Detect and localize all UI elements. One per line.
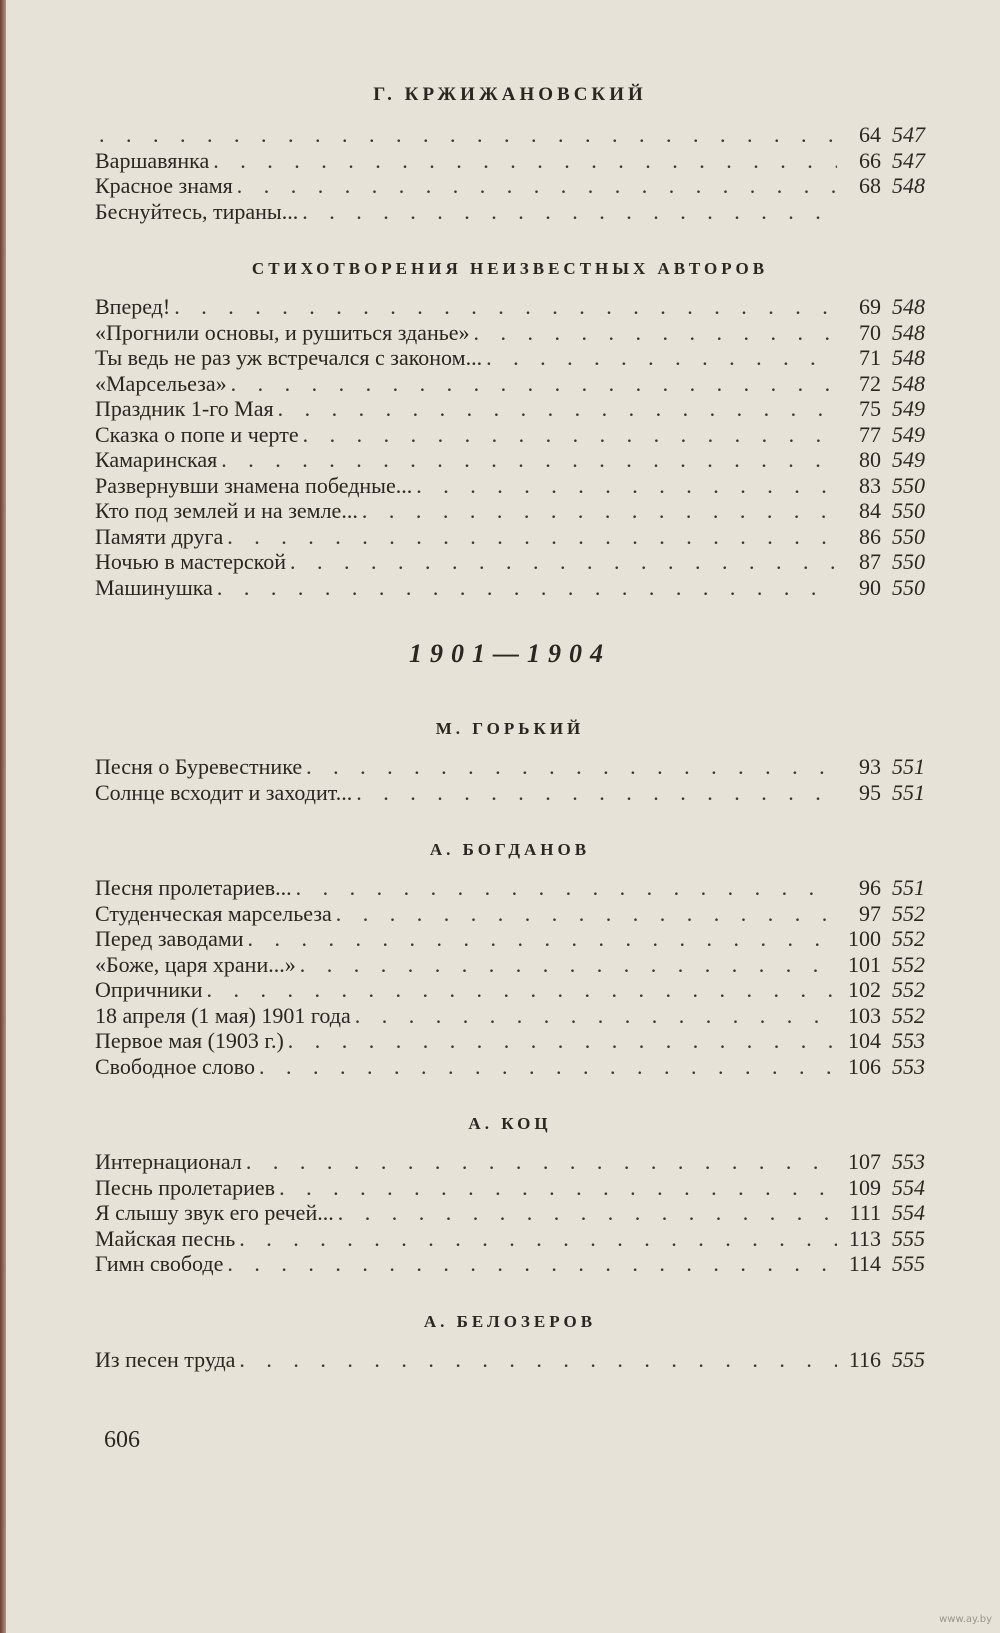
entry-page: 111 (849, 1200, 881, 1225)
leader-dots (296, 875, 837, 901)
toc-entry (95, 1028, 925, 1054)
toc-entry (95, 1251, 925, 1277)
leader-dots (217, 575, 837, 601)
entry-page: 71 (859, 345, 881, 370)
entry-title: «Марсельеза» (95, 370, 227, 396)
toc-entry (95, 754, 925, 780)
entry-title: Солнце всходит и заходит... (95, 779, 353, 805)
leader-dots (259, 1054, 837, 1080)
entry-title: Кто под землей и на земле... (95, 498, 358, 523)
entry-page: 103 (848, 1002, 881, 1028)
entry-title: Беснуйтесь, тираны... (95, 198, 299, 224)
leader-dots (288, 1028, 837, 1054)
leader-dots (474, 320, 837, 346)
leader-dots (246, 1149, 837, 1175)
toc-group (95, 254, 925, 600)
author-heading: М. ГОРЬКИЙ (435, 719, 585, 738)
entry-note-page: 553 (892, 1028, 925, 1053)
toc-entry (95, 148, 925, 174)
entry-page: 64 (859, 122, 881, 147)
entry-note-page: 552 (892, 951, 925, 977)
entry-page: 101 (848, 951, 881, 977)
entry-title: Ты ведь не раз уж встречался с законом... (95, 345, 483, 370)
leader-dots (227, 1251, 837, 1277)
entry-title: Песня о Буревестнике (95, 754, 303, 779)
leader-dots (99, 122, 837, 148)
toc-entry (95, 1175, 925, 1201)
entry-note-page: 547 (892, 122, 925, 147)
entry-note-page: 550 (892, 549, 925, 574)
toc-group (95, 1109, 925, 1277)
entry-title: Майская песнь (95, 1225, 236, 1251)
entry-title: Развернувши знамена победные... (95, 472, 413, 498)
entry-note-page: 555 (892, 1225, 925, 1251)
entry-page: 100 (848, 926, 881, 951)
entry-title: Ночью в мастерской (95, 549, 287, 574)
leader-dots (486, 345, 837, 371)
entry-note-page: 548 (892, 370, 925, 396)
toc-entry (95, 447, 925, 473)
leader-dots (221, 447, 837, 473)
leader-dots (306, 754, 837, 780)
toc-entry (95, 901, 925, 927)
toc-entry (95, 875, 925, 901)
leader-dots (356, 780, 837, 806)
toc-entry (95, 371, 925, 397)
toc-entry (95, 473, 925, 499)
table-of-contents (95, 80, 925, 1402)
entry-title: Вперед! (95, 294, 171, 319)
entry-page: 86 (859, 523, 881, 549)
entry-title: Варшавянка (95, 147, 210, 173)
entry-page: 93 (859, 754, 881, 779)
entry-page: 109 (848, 1174, 881, 1200)
watermark: www.ay.by (939, 1614, 992, 1625)
entry-page: 106 (848, 1053, 881, 1079)
entry-page: 84 (859, 498, 881, 523)
author-heading: А. БЕЛОЗЕРОВ (423, 1311, 597, 1331)
entry-title: Гимн свободе (95, 1251, 224, 1276)
toc-entry (95, 345, 925, 371)
entry-note-page: 555 (892, 1346, 925, 1372)
entry-page: 72 (859, 370, 881, 396)
entry-page: 80 (859, 447, 881, 472)
author-heading: А. КОЦ (468, 1114, 552, 1133)
entry-note-page: 553 (892, 1149, 925, 1174)
leader-dots (207, 977, 837, 1003)
entry-note-page: 550 (892, 498, 925, 523)
entry-note-page: 547 (892, 147, 925, 173)
entry-page: 83 (859, 472, 881, 498)
entry-note-page: 550 (892, 472, 925, 498)
entry-title: Камаринская (95, 447, 218, 472)
entry-page: 107 (848, 1149, 881, 1174)
leader-dots (231, 371, 837, 397)
leader-dots (302, 199, 837, 225)
toc-entry (95, 294, 925, 320)
entry-page: 104 (848, 1028, 881, 1053)
entry-note-page: 548 (892, 319, 925, 345)
entry-note-page: 555 (892, 1251, 925, 1276)
entry-title: Красное знамя (95, 173, 233, 198)
toc-entry (95, 1149, 925, 1175)
entry-page: 113 (848, 1225, 881, 1251)
entry-note-page: 552 (892, 900, 925, 926)
entry-title: Песнь пролетариев (95, 1174, 276, 1200)
toc-entry (95, 422, 925, 448)
leader-dots (237, 173, 837, 199)
leader-dots (279, 1175, 837, 1201)
entry-page: 97 (859, 900, 881, 926)
author-heading: А. БОГДАНОВ (429, 840, 591, 859)
page-edge (0, 0, 6, 1633)
entry-note-page: 551 (892, 779, 925, 805)
toc-entry (95, 524, 925, 550)
entry-title: Перед заводами (95, 926, 244, 951)
entry-page: 102 (848, 977, 881, 1002)
toc-entry (95, 1054, 925, 1080)
entry-title: Я слышу звук его речей... (95, 1200, 334, 1225)
toc-entry (95, 498, 925, 524)
toc-entry (95, 122, 925, 148)
entry-title: Машинушка (95, 574, 213, 600)
toc-entry (95, 1347, 925, 1373)
author-heading: СТИХОТВОРЕНИЯ НЕИЗВЕСТНЫХ АВТОРОВ (251, 259, 769, 278)
entry-note-page: 552 (892, 926, 925, 951)
entry-page: 116 (848, 1346, 881, 1372)
entry-title: Опричники (95, 977, 203, 1002)
entry-note-page: 549 (892, 396, 925, 421)
toc-entry (95, 926, 925, 952)
entry-note-page: 549 (892, 447, 925, 472)
entry-page: 70 (859, 319, 881, 345)
period-heading: 1901—1904 (409, 639, 611, 668)
entry-note-page: 548 (892, 345, 925, 370)
toc-entry (95, 173, 925, 199)
leader-dots (336, 901, 837, 927)
leader-dots (416, 473, 837, 499)
entry-note-page: 551 (892, 754, 925, 779)
toc-entry (95, 780, 925, 806)
leader-dots (278, 396, 837, 422)
toc-entry (95, 575, 925, 601)
entry-title: Праздник 1-го Мая (95, 396, 274, 421)
toc-group (95, 835, 925, 1079)
entry-page: 87 (859, 549, 881, 574)
leader-dots (239, 1347, 837, 1373)
entry-page: 95 (859, 779, 881, 805)
entry-title: Памяти друга (95, 523, 224, 549)
toc-entry (95, 320, 925, 346)
author-heading: Г. КРЖИЖАНОВСКИЙ (373, 84, 647, 105)
toc-entry (95, 549, 925, 575)
leader-dots (362, 498, 837, 524)
leader-dots (290, 549, 837, 575)
entry-page: 66 (859, 147, 881, 173)
entry-note-page: 549 (892, 421, 925, 447)
entry-page: 77 (859, 421, 881, 447)
leader-dots (239, 1226, 837, 1252)
entry-page: 90 (859, 574, 881, 600)
entry-page: 68 (859, 173, 881, 198)
entry-page: 75 (859, 396, 881, 421)
toc-entry (95, 199, 925, 225)
leader-dots (300, 952, 837, 978)
entry-note-page: 550 (892, 523, 925, 549)
entry-title: Первое мая (1903 г.) (95, 1028, 284, 1053)
toc-group (95, 714, 925, 805)
entry-note-page: 551 (892, 875, 925, 900)
entry-page: 69 (859, 294, 881, 319)
entry-page: 114 (848, 1251, 881, 1276)
entry-note-page: 550 (892, 574, 925, 600)
toc-entry (95, 1226, 925, 1252)
leader-dots (227, 524, 837, 550)
leader-dots (248, 926, 837, 952)
entry-title: Из песен труда (95, 1346, 236, 1372)
entry-title: «Боже, царя храни...» (95, 951, 296, 977)
toc-entry (95, 977, 925, 1003)
entry-title: Сказка о попе и черте (95, 421, 299, 447)
leader-dots (303, 422, 837, 448)
toc-group (95, 1307, 925, 1373)
entry-note-page: 554 (892, 1200, 925, 1225)
entry-title: Песня пролетариев... (95, 875, 292, 900)
toc-entry (95, 1200, 925, 1226)
entry-note-page: 554 (892, 1174, 925, 1200)
page-number: 606 (104, 1427, 140, 1453)
toc-group (95, 80, 925, 224)
entry-title: Свободное слово (95, 1053, 255, 1079)
entry-note-page: 548 (892, 294, 925, 319)
entry-note-page: 548 (892, 173, 925, 198)
toc-entry (95, 952, 925, 978)
entry-note-page: 552 (892, 977, 925, 1002)
leader-dots (338, 1200, 837, 1226)
entry-note-page: 552 (892, 1002, 925, 1028)
entry-note-page: 553 (892, 1053, 925, 1079)
leader-dots (355, 1003, 837, 1029)
entry-title: Интернационал (95, 1149, 242, 1174)
leader-dots (174, 294, 837, 320)
entry-title: Студенческая марсельеза (95, 900, 332, 926)
entry-title: «Прогнили основы, и рушиться зданье» (95, 319, 470, 345)
toc-entry (95, 396, 925, 422)
leader-dots (213, 148, 837, 174)
entry-title: 18 апреля (1 мая) 1901 года (95, 1002, 351, 1028)
entry-page: 96 (859, 875, 881, 900)
toc-entry (95, 1003, 925, 1029)
